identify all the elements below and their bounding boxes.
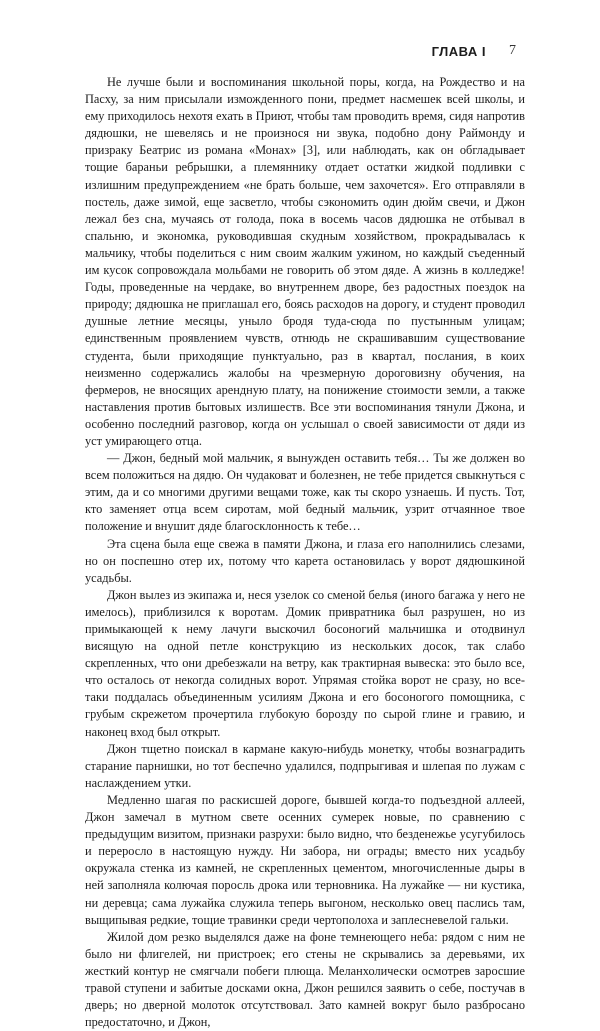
page-number: 7 — [509, 43, 516, 58]
paragraph: Эта сцена была еще свежа в памяти Джона, и глаза его наполнились слезами, но он поспешно отер их, потому что карета остановилась у ворот дядюшкиной усадьбы. — [85, 536, 525, 585]
paragraph: Джон вылез из экипажа и, неся узелок со сменой белья (иного багажа у него не имелось), приблизился к воротам. Домик привратника был разрушен, но из примыкающей к нему лачуги выскочил босоногий мальчишка и отодвинул висящую на одной петле конструкцию из нескольких досок, так слабо скрепленных, что они дребезжали на ветру, как трактирная вывеска: это было все, что осталось от некогда солидных ворот. Упрямая стойка ворот не сразу, но все-таки поддалась объединенным усилиям Джона и его босоногого помощника, с грубым скрежетом прочертила глубокую борозду по сырой глине и гравию, и наконец вход был открыт. — [85, 587, 525, 739]
chapter-title: ГЛАВА I — [431, 44, 486, 59]
paragraph: — Джон, бедный мой мальчик, я вынужден оставить тебя… Ты же должен во всем положиться на дядю. Он чудаковат и болезнен, не тебе придется свыкнуться с этим, да и со многими другими вещами тоже, как ты скоро узнаешь. И пусть. Тот, кто заменяет отца всем сиротам, мой бедный мальчик, узрит отчаянное твое положение и внушит дяде благосклонность к тебе… — [85, 451, 525, 534]
paragraph: Жилой дом резко выделялся даже на фоне темнеющего неба: рядом с ним не было ни флигелей, ни пристроек; его стены не скрывались за деревьями, их жесткий контур не смягчали побеги плюща. Меланхолически осмотрев заросшие травой ступени и забитые досками окна, Джон решился заявить о себе, постучав в дверь; но дверной молоток отсутствовал. Зато камней вокруг было разбросано предостаточно, и Джон, — [85, 929, 525, 1030]
page-body — [85, 74, 525, 1031]
paragraph: Не лучше были и воспоминания школьной поры, когда, на Рождество и на Пасху, за ним присылали изможденного пони, предмет насмешек всей школы, и ему приходилось нехотя ехать в Приют, чтобы там проводить время, сидя напротив дядюшки, не шевелясь и не произнося ни звука, подобно дону Раймонду и призраку Беатрис из романа «Монах» [3], или наблюдать, как он обгладывает тощие бараньи ребрышки, а племяннику отдает остатки жидкой подливки с излишним предупреждением «не брать больше, чем захочется». Его отправляли в постель, даже зимой, еще засветло, чтобы сэкономить один дюйм свечи, и Джон лежал без сна, мучаясь от голода, пока в восемь часов дядюшка не отбывал в спальню, и экономка, руководившая скудным хозяйством, прокрадывалась к мальчику, чтобы поделиться с ним своим жалким ужином, но каждый съеденный им кусок сопровождала мольбами не говорить об этом дяде. А жизнь в колледже! Годы, проведенные на чердаке, во внутреннем дворе, без радостных поездок на природу; дядюшка не приглашал его, боясь расходов на дорогу, и студент проводил душные летние месяцы, уныло бродя туда-сюда по пустынным улицам; единственным проявлением чувств, отнюдь не скрашивавшим существование студента, были приходящие пунктуально, раз в квартал, послания, в коих неизменно содержались жалобы на чрезмерную дороговизну обучения, на фермеров, не вносящих арендную плату, на понижение стоимости земли, а также наставления против бытовых излишеств. Все эти воспоминания тянули Джона, и особенно последний разговор, когда он услышал о своей зависимости от дяди из уст умирающего отца. — [85, 75, 525, 448]
paragraph: Медленно шагая по раскисшей дороге, бывшей когда-то подъездной аллеей, Джон замечал в мутном свете осенних сумерек новые, по сравнению с предыдущим визитом, признаки разрухи: было видно, что безденежье усугубилось и переросло в настоящую нужду. Ни забора, ни ограды; вместо них усадьбу окружала стенка из камней, не скрепленных цементом, многочисленные дыры в ней заполняла колючая поросль дрока или терновника. На лужайке — ни кустика, ни деревца; сама лужайка служила теперь выгоном, несколько овец паслись там, выщипывая редкие, тощие травинки среди чертополоха и заплесневелой гальки. — [85, 792, 525, 927]
paragraph: Джон тщетно поискал в кармане какую-нибудь монетку, чтобы вознаградить старание парнишки, но тот беспечно удалился, подпрыгивая и шлепая по лужам с наслаждением утки. — [85, 741, 525, 790]
running-header — [0, 28, 600, 58]
